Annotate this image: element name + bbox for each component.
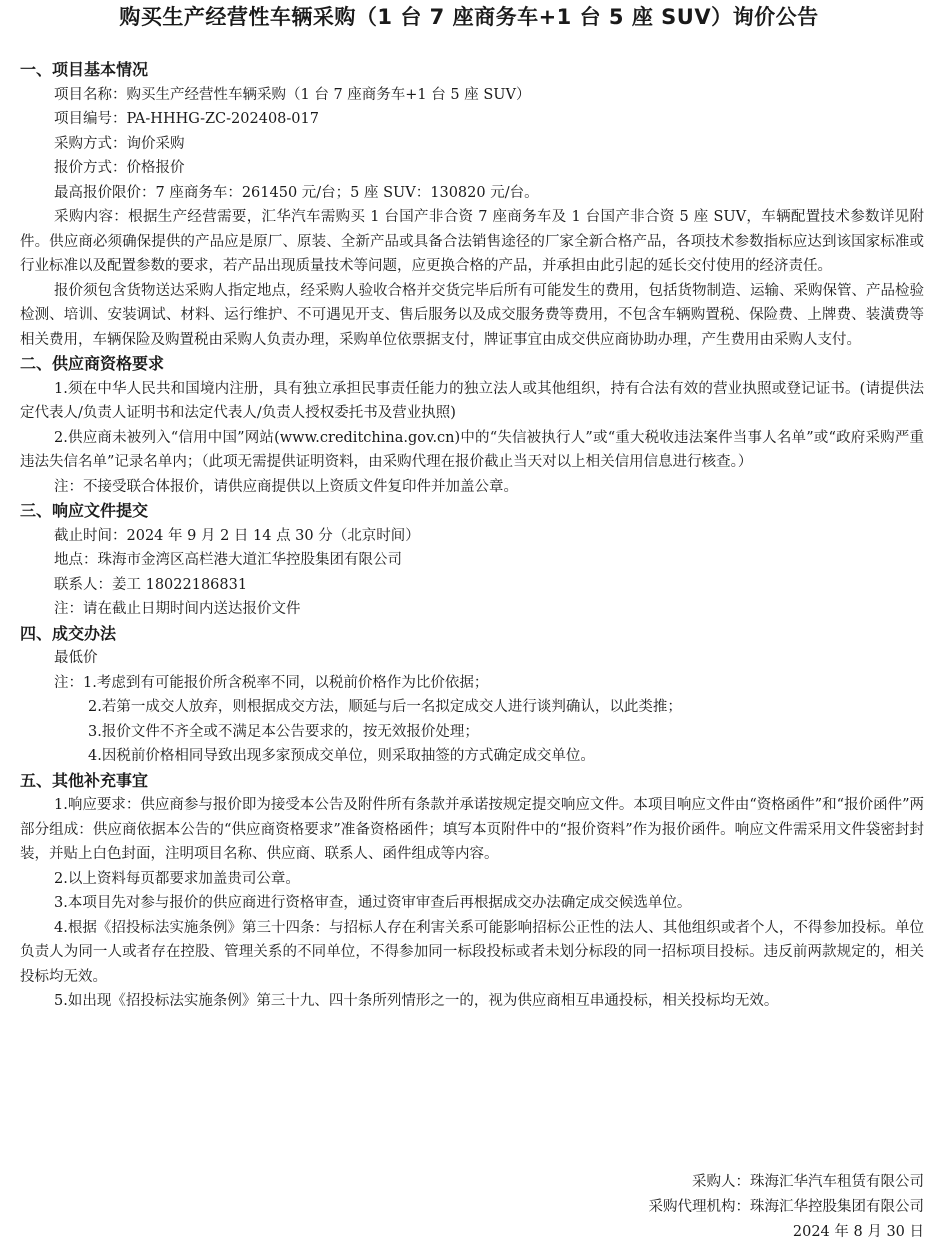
section-heading: 一、项目基本情况 <box>20 60 149 79</box>
award-note: 4.因税前价格相同导致出现多家预成交单位，则采取抽签的方式确定成交单位。 <box>88 748 595 764</box>
supplementary-item: 1.响应要求：供应商参与报价即为接受本公告及附件所有条款并承诺按规定提交响应文件。本项目响应文件由“资格函件”和“报价函件”两部分组成：供应商依据本公告的“供应商资格要求”准备资格函件；填写本页附件中的“报价资料”作为报价函件。响应文件需采用文件袋密封封装，并贴上白色封面，注明项目名称、供应商、联系人、函件组成等内容。 <box>20 797 924 862</box>
contact-person: 联系人：姜工 18022186831 <box>54 576 248 593</box>
agent-signature: 采购代理机构：珠海汇华控股集团有限公司 <box>648 1199 924 1215</box>
award-note: 3.报价文件不齐全或不满足本公告要求的，按无效报价处理； <box>88 723 479 740</box>
award-method: 最低价 <box>54 650 98 666</box>
document-body <box>20 58 924 1014</box>
section-award-method <box>20 622 924 769</box>
section-heading: 三、响应文件提交 <box>20 501 149 520</box>
section-submission <box>20 499 924 622</box>
supplementary-item: 3.本项目先对参与报价的供应商进行资格审查，通过资审审查后再根据成交办法确定成交候选单位。 <box>54 895 692 911</box>
quote-method: 报价方式：价格报价 <box>54 160 185 176</box>
section-basic-info <box>20 58 924 352</box>
requirement-item: 2.供应商未被列入“信用中国”网站(www.creditchina.gov.cn)中的“失信被执行人”或“重大税收违法案件当事人名单”或“政府采购严重违法失信名单”记录名单内；（此项无需提供证明资料，由采购代理在报价截止当天对以上相关信用信息进行核查。） <box>20 429 924 470</box>
document-title: 购买生产经营性车辆采购（1 台 7 座商务车+1 台 5 座 SUV）询价公告 <box>119 5 819 29</box>
project-name: 项目名称：购买生产经营性车辆采购（1 台 7 座商务车+1 台 5 座 SUV） <box>54 86 531 103</box>
quote-includes: 报价须包含货物送达采购人指定地点，经采购人验收合格并交货完毕后所有可能发生的费用，包括货物制造、运输、采购保管、产品检验检测、培训、安装调试、材料、运行维护、不可遇见开支、售后服务以及成交服务费等费用，不包含车辆购置税、保险费、上牌费、装潢费等相关费用，车辆保险及购置税由采购人负责办理，采购单位依票据支付，牌证事宜由成交供应商协助办理，产生费用由采购人支付。 <box>20 282 924 348</box>
project-number: 项目编号：PA-HHHG-ZC-202408-017 <box>54 111 319 127</box>
submission-location: 地点：珠海市金湾区高栏港大道汇华控股集团有限公司 <box>54 552 402 568</box>
signature-date: 2024 年 8 月 30 日 <box>792 1224 924 1240</box>
section-qualifications <box>20 352 924 499</box>
submission-deadline: 截止时间：2024 年 9 月 2 日 14 点 30 分（北京时间） <box>54 527 420 544</box>
section-heading: 二、供应商资格要求 <box>20 354 165 373</box>
qualification-note: 注：不接受联合体报价，请供应商提供以上资质文件复印件并加盖公章。 <box>54 478 518 495</box>
submission-note: 注：请在截止日期时间内送达报价文件 <box>54 601 301 617</box>
requirement-item: 1.须在中华人民共和国境内注册，具有独立承担民事责任能力的独立法人或其他组织，持有合法有效的营业执照或登记证书。(请提供法定代表人/负责人证明书和法定代表人/负责人授权委托书及营业执照) <box>20 380 924 421</box>
max-price: 最高报价限价：7 座商务车：261450 元/台；5 座 SUV：130820 元/台。 <box>54 184 539 201</box>
buyer-signature: 采购人：珠海汇华汽车租赁有限公司 <box>692 1174 924 1190</box>
award-note: 2.若第一成交人放弃，则根据成交方法，顺延与后一名拟定成交人进行谈判确认，以此类推； <box>88 699 682 715</box>
supplementary-item: 4.根据《招投标法实施条例》第三十四条：与招标人存在利害关系可能影响招标公正性的法人、其他组织或者个人，不得参加投标。单位负责人为同一人或者存在控股、管理关系的不同单位，不得参加同一标段投标或者未划分标段的同一招标项目投标。违反前两款规定的，相关投标均无效。 <box>20 919 924 985</box>
section-heading: 五、其他补充事宜 <box>20 770 149 790</box>
procurement-method: 采购方式：询价采购 <box>54 135 185 152</box>
supplementary-item: 2.以上资料每页都要求加盖贵司公章。 <box>54 870 300 887</box>
section-heading: 四、成交办法 <box>20 623 117 643</box>
award-note: 注：1.考虑到有可能报价所含税率不同，以税前价格作为比价依据； <box>54 674 489 691</box>
procurement-content: 采购内容：根据生产经营需要，汇华汽车需购买 1 台国产非合资 7 座商务车及 1 台国产非合资 5 座 SUV，车辆配置技术参数详见附件。供应商必须确保提供的产品应是原厂、原装、全新产品或具备合法销售途径的厂家全新合格产品，各项技术参数指标应达到该国家标准或行业标准以及配置参数的要求，若产品出现质量技术等问题，应更换合格的产品，并承担由此引起的延长交付使用的经济责任。 <box>20 209 924 274</box>
supplementary-item: 5.如出现《招投标法实施条例》第三十九、四十条所列情形之一的，视为供应商相互串通投标，相关投标均无效。 <box>54 993 779 1009</box>
section-supplementary <box>20 769 924 1014</box>
